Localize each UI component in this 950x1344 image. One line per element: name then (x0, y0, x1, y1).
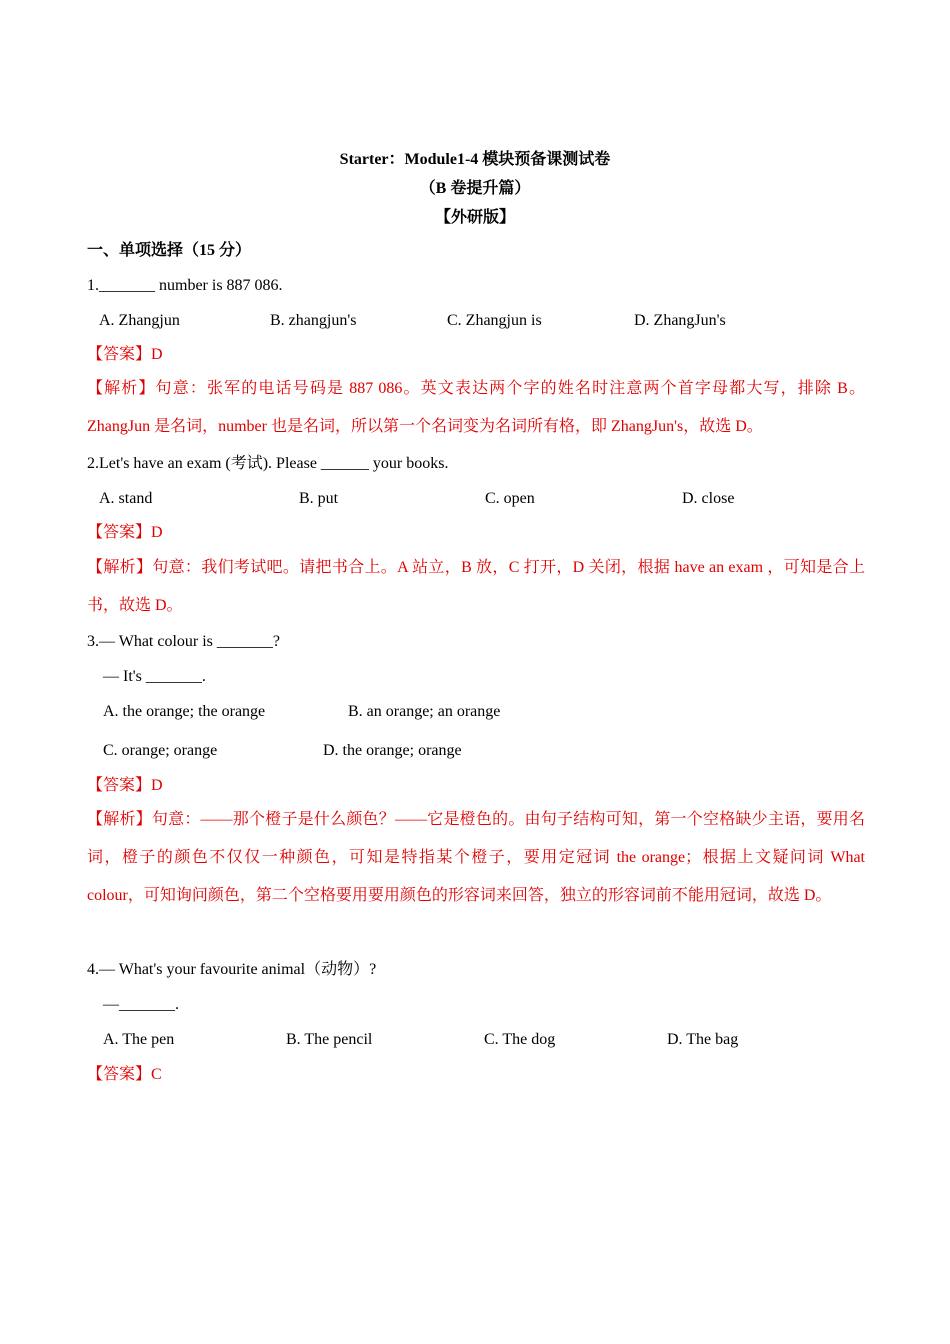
q4-option-b: B. The pencil (286, 1031, 373, 1048)
q3-analysis: 【解析】句意：——那个橙子是什么颜色？——它是橙色的。由句子结构可知，第一个空格缺少主语，要用名词，橙子的颜色不仅仅一种颜色，可知是特指某个橙子，要用定冠词 the orange；根据上文疑问词 What colour，可知询问颜色，第二个空格要用要用颜色的形容词来回答，独立的形容词前不能用冠词，故选 D。 (87, 811, 865, 904)
q2-option-c: C. open (485, 490, 535, 507)
q2-option-d: D. close (682, 490, 735, 507)
q4-reply: —_______. (103, 996, 179, 1013)
q4-option-a: A. The pen (103, 1031, 175, 1048)
q4-option-d: D. The bag (667, 1031, 739, 1048)
page-title: Starter：Module1-4 模块预备课测试卷 (339, 151, 611, 168)
q3-option-b: B. an orange; an orange (348, 703, 501, 720)
q3-option-d: D. the orange; orange (323, 742, 462, 759)
edition-label: 【外研版】 (434, 209, 515, 226)
q4-answer: 【答案】C (87, 1066, 162, 1083)
q2-option-a: A. stand (99, 490, 153, 507)
section-heading: 一、单项选择（15 分） (87, 242, 252, 259)
question-4-stem: 4.— What's your favourite animal（动物）? (87, 961, 377, 978)
q1-analysis: 【解析】句意：张军的电话号码是 887 086。英文表达两个字的姓名时注意两个首字母都大写，排除 B。ZhangJun 是名词，number 也是名词，所以第一个名词变为名词所有格，即 ZhangJun's，故选 D。 (87, 380, 865, 435)
q3-reply: — It's _______. (103, 668, 206, 685)
q3-option-a: A. the orange; the orange (103, 703, 266, 720)
q2-answer: 【答案】D (87, 524, 163, 541)
q1-option-b: B. zhangjun's (270, 312, 357, 329)
question-2-stem: 2.Let's have an exam (考试). Please ______ your books. (87, 455, 449, 472)
q4-option-c: C. The dog (484, 1031, 556, 1048)
q1-option-c: C. Zhangjun is (447, 312, 542, 329)
q1-option-a: A. Zhangjun (99, 312, 180, 329)
q1-option-d: D. ZhangJun's (634, 312, 726, 329)
question-3-stem: 3.— What colour is _______? (87, 633, 281, 650)
page-subtitle: （B 卷提升篇） (419, 180, 531, 197)
q2-option-b: B. put (299, 490, 339, 507)
q1-answer: 【答案】D (87, 346, 163, 363)
question-1-stem: 1._______ number is 887 086. (87, 277, 283, 294)
q3-answer: 【答案】D (87, 777, 163, 794)
q2-analysis: 【解析】句意：我们考试吧。请把书合上。A 站立，B 放，C 打开，D 关闭，根据 have an exam ，可知是合上书，故选 D。 (87, 559, 865, 614)
q3-option-c: C. orange; orange (103, 742, 218, 759)
